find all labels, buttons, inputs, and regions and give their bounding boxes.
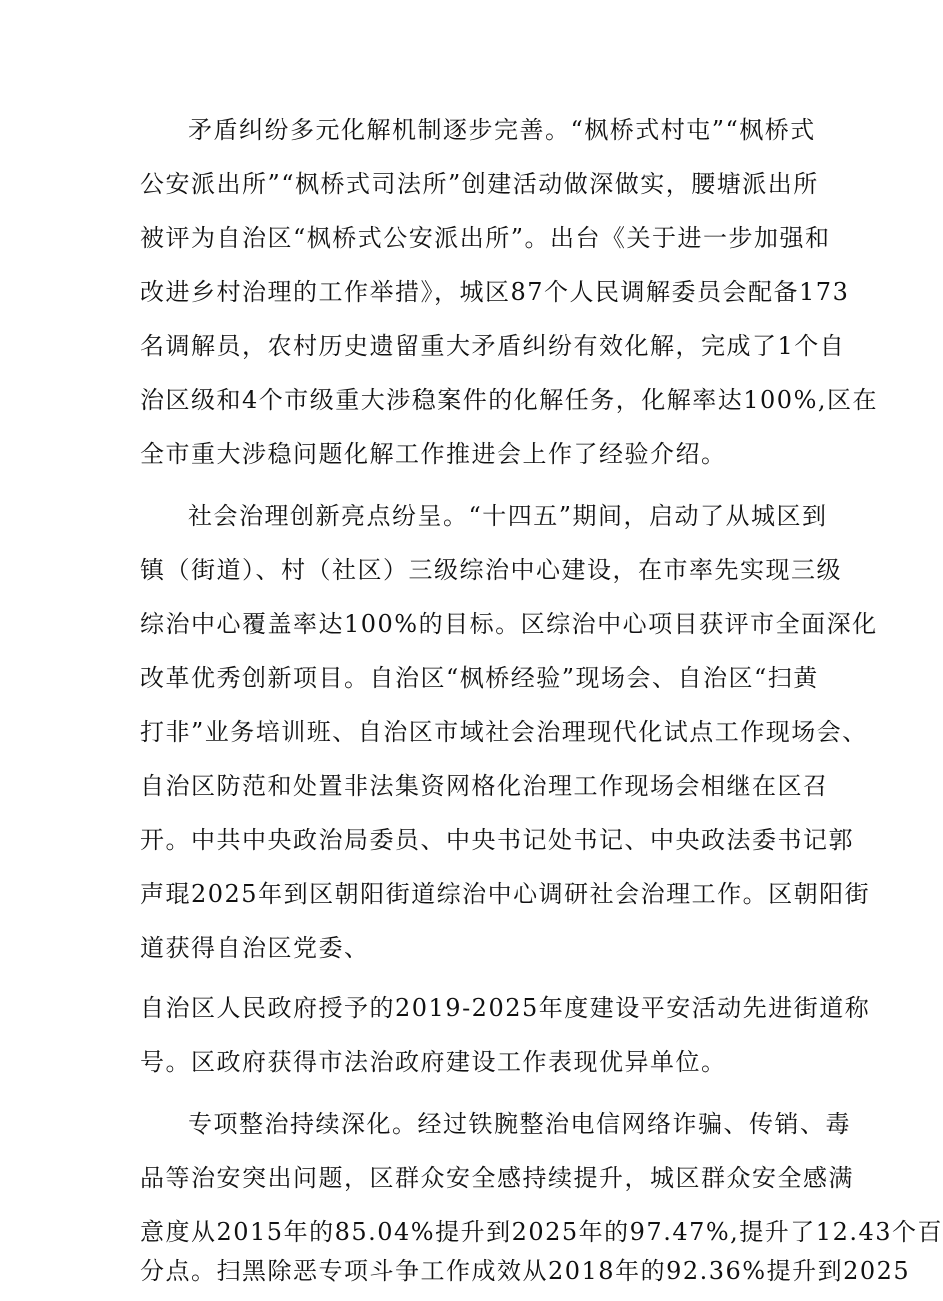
- paragraph-1-line-1: 矛盾纠纷多元化解机制逐步完善。“枫桥式村屯”“枫桥式: [188, 116, 816, 144]
- paragraph-3-line-1: 专项整治持续深化。经过铁腕整治电信网络诈骗、传销、毒: [188, 1110, 851, 1138]
- paragraph-2-line-9: 道获得自治区党委、: [140, 934, 370, 962]
- paragraph-2-line-2: 镇（街道）、村（社区）三级综治中心建设，在市率先实现三级: [140, 556, 842, 584]
- paragraph-1-line-6: 治区级和4个市级重大涉稳案件的化解任务，化解率达100%,区在: [140, 386, 879, 414]
- paragraph-1-line-5: 名调解员，农村历史遗留重大矛盾纠纷有效化解，完成了1个自: [140, 332, 846, 360]
- paragraph-1-line-7: 全市重大涉稳问题化解工作推进会上作了经验介绍。: [140, 440, 727, 468]
- paragraph-2-line-4: 改革优秀创新项目。自治区“枫桥经验”现场会、自治区“扫黄: [140, 664, 819, 692]
- paragraph-2-line-3: 综治中心覆盖率达100%的目标。区综治中心项目获评市全面深化: [140, 610, 878, 638]
- paragraph-3-line-4: 分点。扫黑除恶专项斗争工作成效从2018年的92.36%提升到2025: [140, 1257, 911, 1285]
- paragraph-1-line-3: 被评为自治区“枫桥式公安派出所”。出台《关于进一步加强和: [140, 224, 831, 252]
- paragraph-1-line-2: 公安派出所”“枫桥式司法所”创建活动做深做实，腰塘派出所: [140, 170, 819, 198]
- paragraph-2-line-5: 打非”业务培训班、自治区市域社会治理现代化试点工作现场会、: [140, 718, 868, 746]
- paragraph-2-line-1: 社会治理创新亮点纷呈。“十四五”期间，启动了从城区到: [188, 502, 828, 530]
- paragraph-2-line-7: 开。中共中央政治局委员、中央书记处书记、中央政法委书记郭: [140, 826, 854, 854]
- paragraph-1-line-4: 改进乡村治理的工作举措》，城区87个人民调解委员会配备173: [140, 278, 850, 306]
- paragraph-2-line-8: 声琨2025年到区朝阳街道综治中心调研社会治理工作。区朝阳街: [140, 880, 871, 908]
- paragraph-2-line-11: 号。区政府获得市法治政府建设工作表现优异单位。: [140, 1048, 727, 1076]
- paragraph-2-line-6: 自治区防范和处置非法集资网格化治理工作现场会相继在区召: [140, 772, 829, 800]
- paragraph-3-line-3: 意度从2015年的85.04%提升到2025年的97.47%,提升了12.43个百: [140, 1218, 943, 1246]
- paragraph-2-line-10: 自治区人民政府授予的2019-2025年度建设平安活动先进街道称: [140, 994, 871, 1022]
- paragraph-3-line-2: 品等治安突出问题，区群众安全感持续提升，城区群众安全感满: [140, 1164, 854, 1192]
